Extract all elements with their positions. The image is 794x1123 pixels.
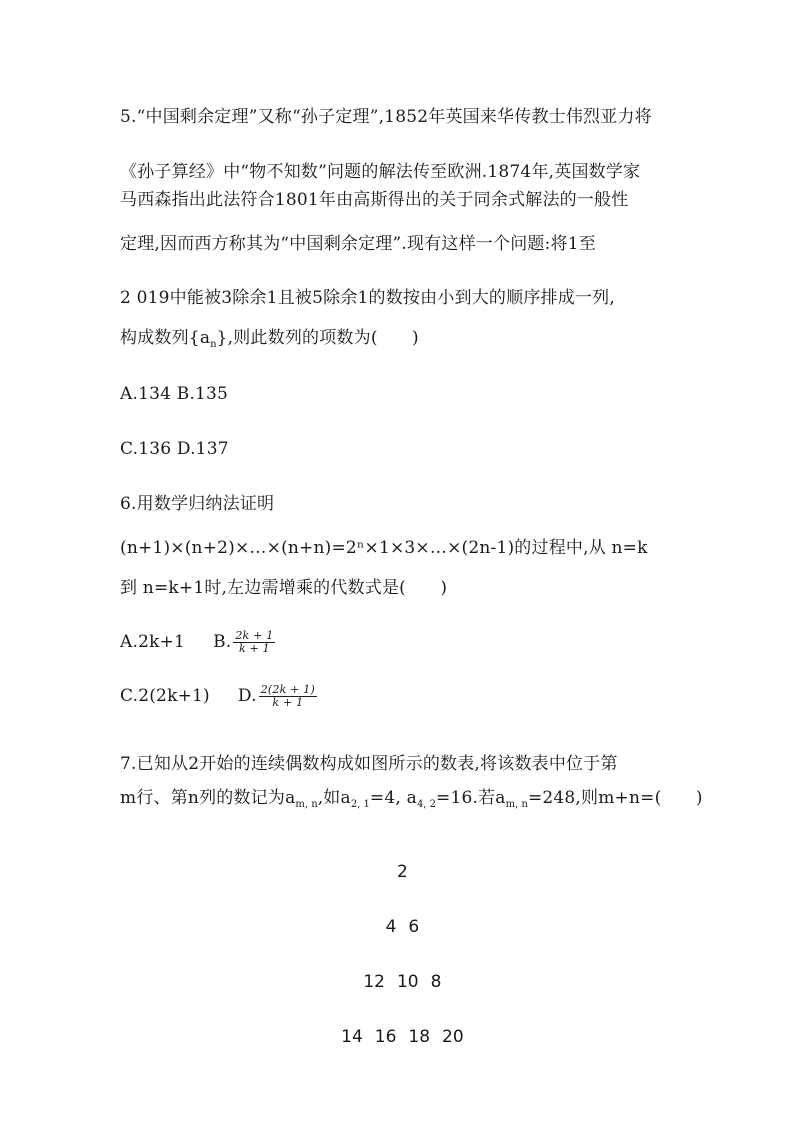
q5-line-6-pre: 构成数列{a	[120, 328, 211, 348]
table-cell: 4	[385, 917, 397, 937]
q6-line-3: 到 n=k+1时,左边需增乘的代数式是( )	[120, 578, 448, 598]
number-table-row-3	[0, 946, 794, 994]
q6-line-1: 6.用数学归纳法证明	[120, 494, 275, 514]
q7-sub-1: m, n	[295, 799, 318, 810]
q5-line-6	[120, 326, 419, 357]
q7-line-2	[120, 786, 703, 817]
q6-option-b-numerator: 2k + 1	[235, 629, 274, 642]
table-cell: 12	[363, 972, 385, 992]
q6-line-2: (n+1)×(n+2)×…×(n+n)=2ⁿ×1×3×…×(2n-1)的过程中,从 n=k	[120, 538, 648, 558]
q7-sub-4: m, n	[505, 799, 528, 810]
q5-line-5: 2 019中能被3除余1且被5除余1的数按由小到大的顺序排成一列,	[120, 288, 615, 308]
q6-option-c: C.2(2k+1)	[120, 686, 210, 706]
number-table-row-2	[0, 891, 794, 939]
q7-line-2-a: m行、第n列的数记为a	[120, 788, 296, 808]
q6-option-a: A.2k+1	[120, 632, 186, 652]
table-cell: 10	[396, 972, 419, 992]
table-cell: 16	[374, 1027, 397, 1047]
q5-line-2: 《孙子算经》中“物不知数”问题的解法传至欧洲.1874年,英国数学家	[120, 162, 641, 182]
q7-sub-2: 2, 1	[350, 799, 370, 810]
q5-line-4: 定理,因而西方称其为“中国剩余定理”.现有这样一个问题:将1至	[120, 234, 596, 254]
q6-option-d-numerator: 2(2k + 1)	[260, 683, 315, 696]
q5-options-ab: A.134 B.135	[120, 384, 229, 404]
q7-sub-3: 4, 2	[416, 799, 437, 810]
q6-options-ab	[120, 630, 275, 655]
q6-option-b-denominator: k + 1	[238, 642, 270, 655]
q6-option-b-label: B.	[213, 632, 232, 652]
q5-subscript-n: n	[210, 339, 217, 350]
q5-line-6-post: },则此数列的项数为( )	[216, 328, 419, 348]
table-cell: 18	[408, 1027, 431, 1047]
number-table-row-1	[0, 836, 794, 884]
q6-option-b-fraction	[233, 630, 275, 655]
q7-line-1: 7.已知从2开始的连续偶数构成如图所示的数表,将该数表中位于第	[120, 754, 618, 774]
number-table-row-4	[0, 1001, 794, 1049]
q5-line-1: 5.“中国剩余定理”又称“孙子定理”,1852年英国来华传教士伟烈亚力将	[120, 107, 652, 127]
q7-line-2-e: =248,则m+n=( )	[527, 788, 703, 808]
q6-option-d-label: D.	[237, 686, 257, 706]
q7-line-2-c: =4, a	[369, 788, 417, 808]
q7-line-2-b: ,如a	[317, 788, 351, 808]
q6-option-d-fraction	[259, 684, 317, 709]
table-cell: 2	[396, 862, 408, 882]
q5-options-cd: C.136 D.137	[120, 439, 229, 459]
q6-option-d-denominator: k + 1	[272, 696, 304, 709]
table-cell: 6	[408, 917, 420, 937]
table-cell: 8	[430, 972, 442, 992]
q5-line-3: 马西森指出此法符合1801年由高斯得出的关于同余式解法的一般性	[120, 190, 629, 210]
q6-options-cd	[120, 684, 317, 709]
table-cell: 20	[442, 1027, 464, 1047]
q7-line-2-d: =16.若a	[436, 788, 506, 808]
table-cell: 14	[341, 1027, 363, 1047]
